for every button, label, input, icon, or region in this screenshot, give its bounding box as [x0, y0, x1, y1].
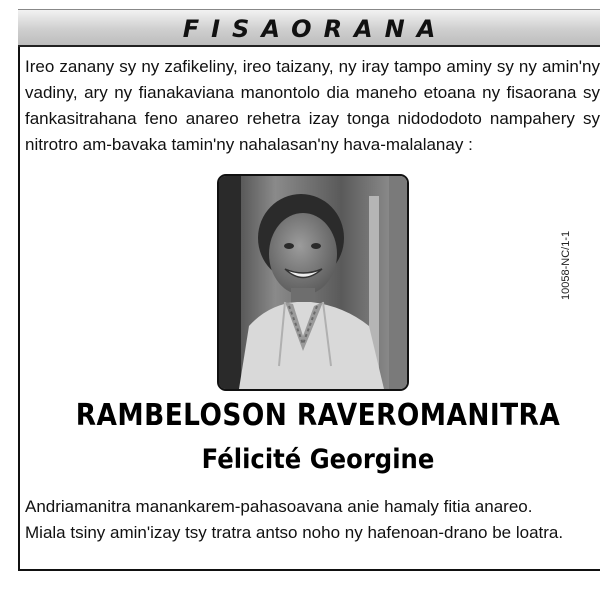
notice-header [18, 9, 600, 47]
intro-paragraph: Ireo zanany sy ny zafikeliny, ireo taizany, ny iray tampo aminy sy ny amin'ny vadiny, ary ny fianakaviana manontolo dia maneho etoana ny fisaorana sy fankasitrahana feno anareo rehetra izay tonga nidododoto nampahery sy nitrotro am-bavaka tamin'ny nahalasan'ny hava-malalanay : [25, 57, 600, 154]
deceased-surname: RAMBELOSON RAVEROMANITRA [75, 398, 561, 433]
notice-title: FISAORANA [182, 15, 448, 43]
deceased-given-names: Félicité Georgine [201, 444, 435, 475]
portrait-image [219, 176, 407, 389]
closing-line-1: Andriamanitra manankarem-pahasoavana anie hamaly fitia anareo. [25, 497, 533, 516]
closing-text [25, 494, 600, 546]
closing-line-2: Miala tsiny amin'izay tsy tratra antso noho ny hafenoan-drano be loatra. [25, 523, 564, 542]
portrait-photo [217, 174, 409, 391]
reference-code: 10058-NC/1-1 [560, 230, 572, 300]
